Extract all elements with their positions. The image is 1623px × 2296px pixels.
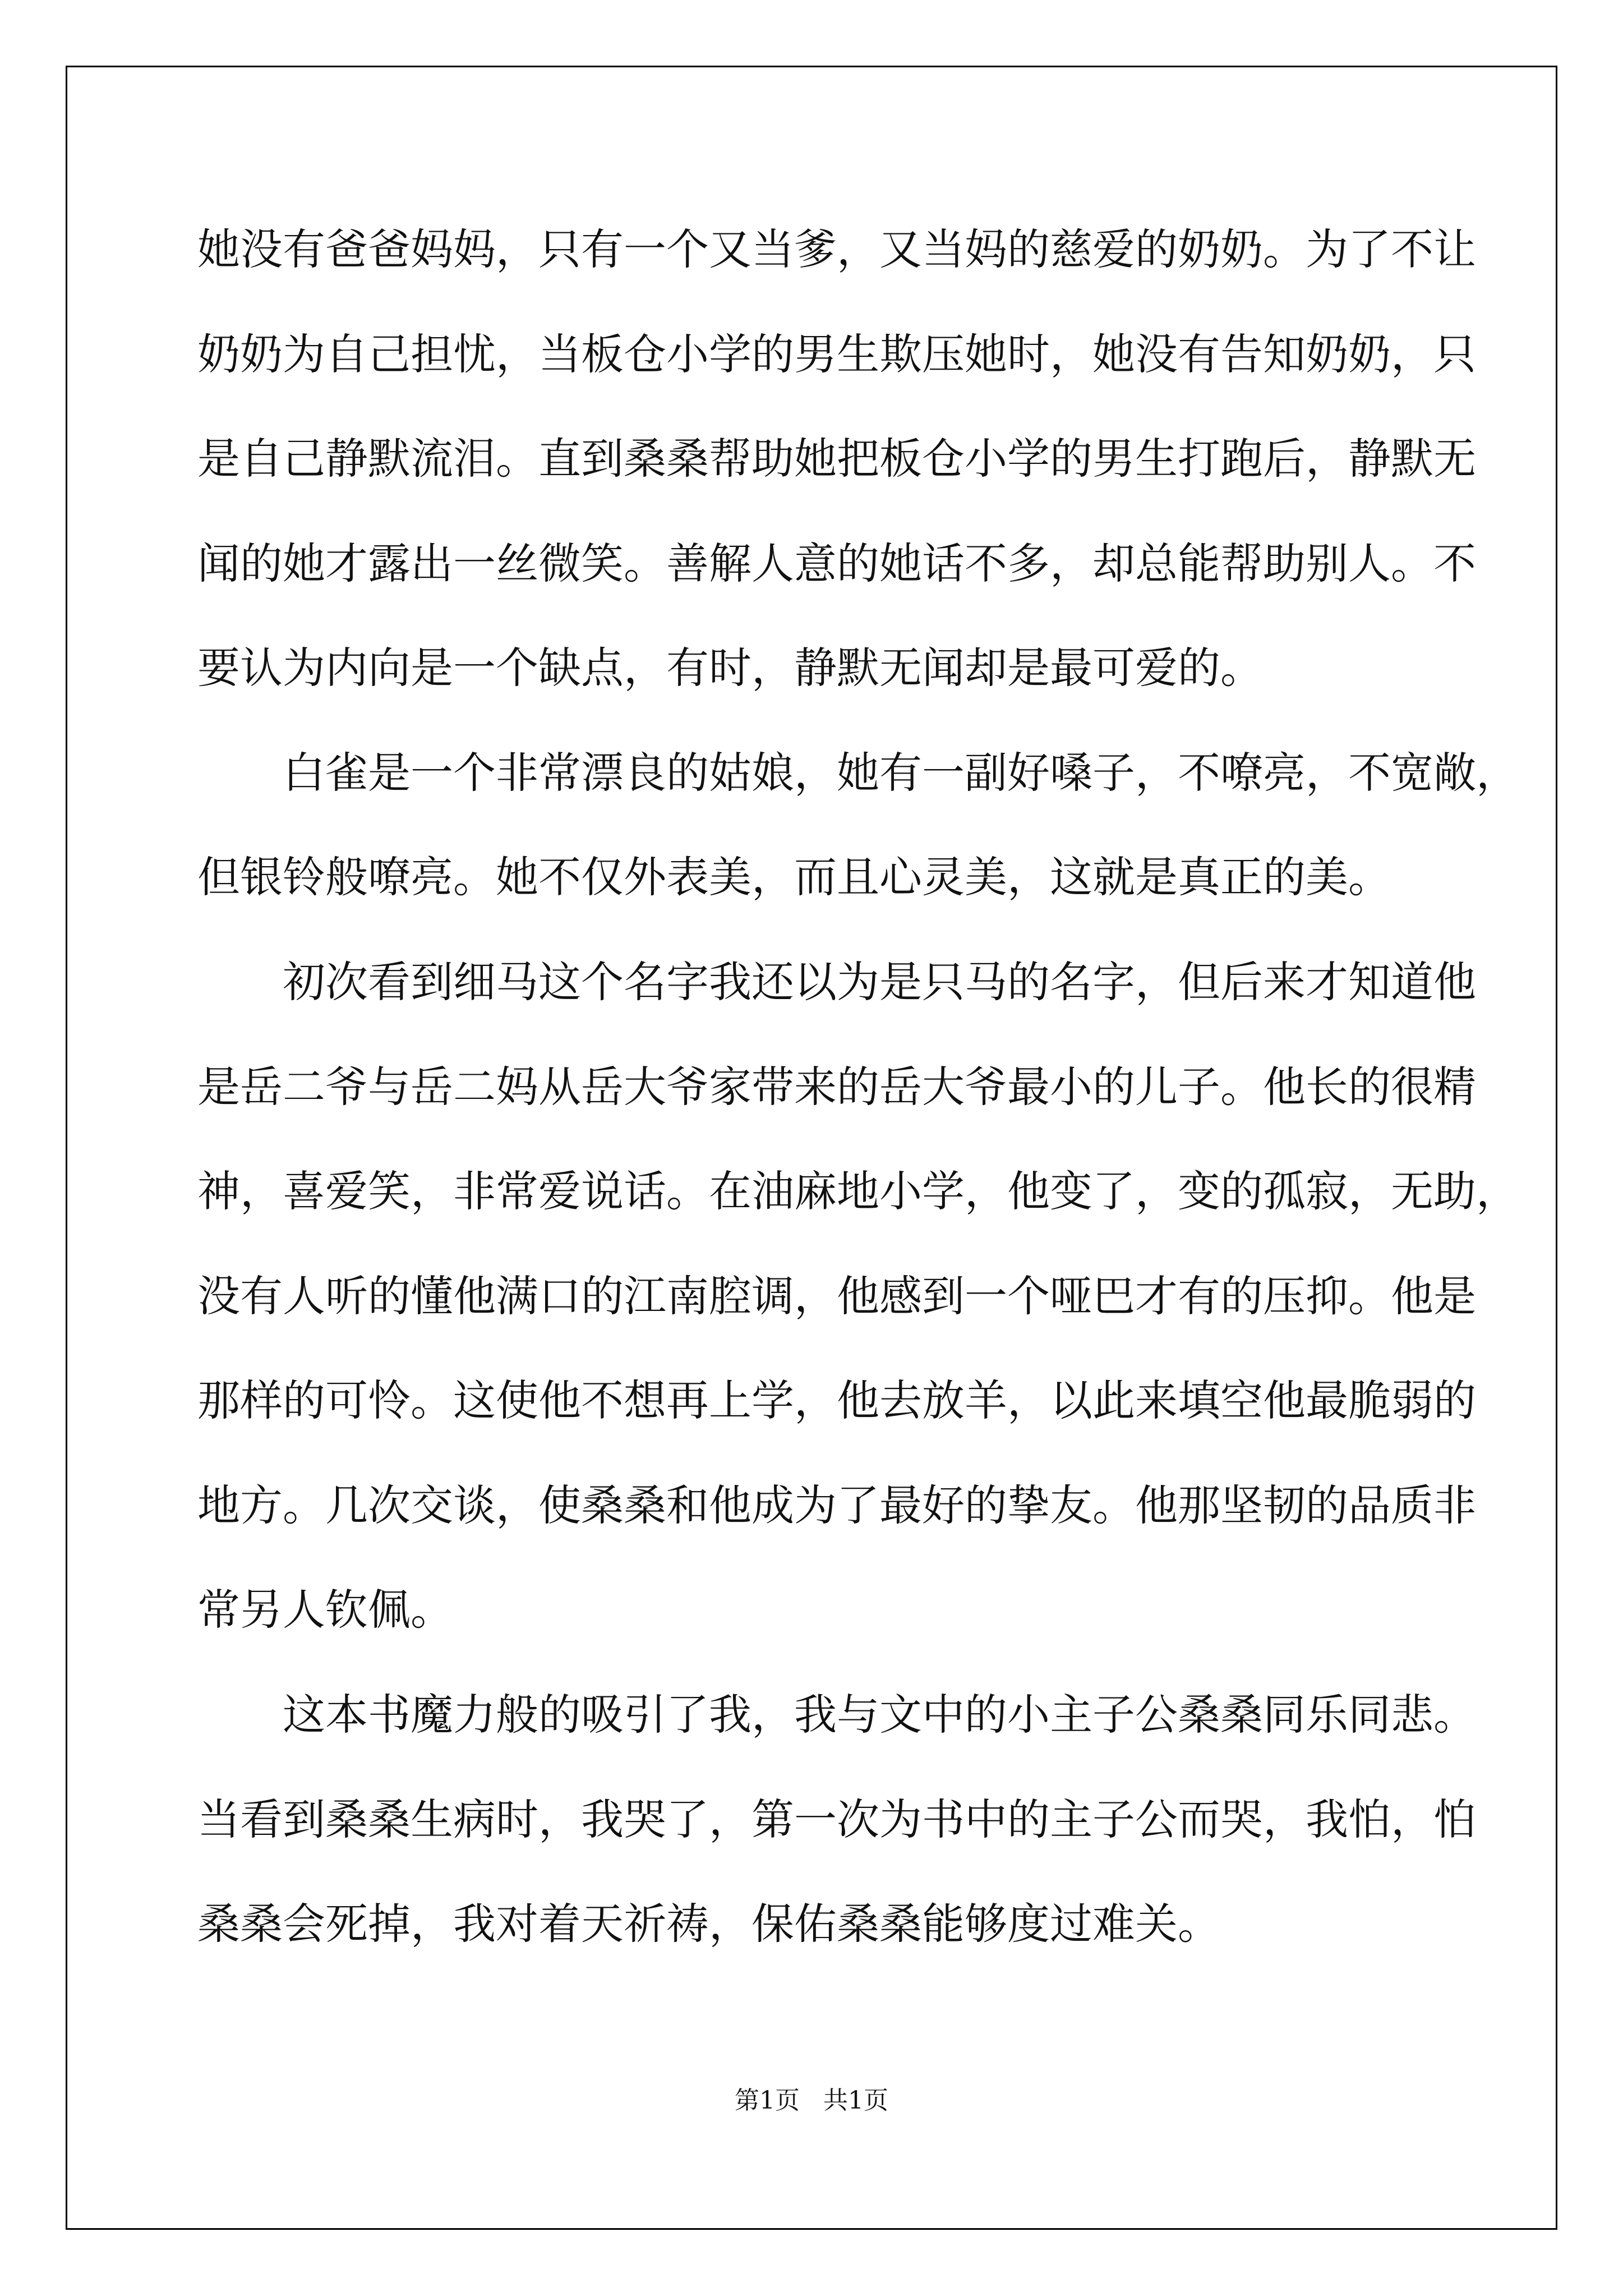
text-line-9: 是岳二爷与岳二妈从岳大爷家带来的岳大爷最小的儿子。他长的很精: [197, 1062, 1476, 1112]
text-line-1: 她没有爸爸妈妈，只有一个又当爹，又当妈的慈爱的奶奶。为了不让: [197, 224, 1476, 274]
text-line-10: 神，喜爱笑，非常爱说话。在油麻地小学，他变了，变的孤寂，无助，: [197, 1166, 1519, 1216]
text-line-15: 这本书魔力般的吸引了我，我与文中的小主子公桑桑同乐同悲。: [283, 1690, 1476, 1740]
text-line-11: 没有人听的懂他满口的江南腔调，他感到一个哑巴才有的压抑。他是: [197, 1271, 1476, 1321]
text-line-16: 当看到桑桑生病时，我哭了，第一次为书中的主子公而哭，我怕，怕: [197, 1795, 1476, 1844]
text-line-13: 地方。几次交谈，使桑桑和他成为了最好的挚友。他那坚韧的品质非: [197, 1480, 1476, 1530]
text-line-6: 白雀是一个非常漂良的姑娘，她有一副好嗓子，不嘹亮，不宽敞，: [283, 748, 1519, 798]
text-line-12: 那样的可怜。这使他不想再上学，他去放羊，以此来填空他最脆弱的: [197, 1375, 1476, 1425]
text-line-17: 桑桑会死掉，我对着天祈祷，保佑桑桑能够度过难关。: [197, 1899, 1220, 1949]
text-line-3: 是自己静默流泪。直到桑桑帮助她把板仓小学的男生打跑后，静默无: [197, 434, 1476, 484]
text-line-7: 但银铃般嘹亮。她不仅外表美，而且心灵美，这就是真正的美。: [197, 852, 1391, 902]
text-line-14: 常另人钦佩。: [197, 1585, 453, 1635]
text-line-4: 闻的她才露出一丝微笑。善解人意的她话不多，却总能帮助别人。不: [197, 539, 1476, 588]
text-line-8: 初次看到细马这个名字我还以为是只马的名字，但后来才知道他: [283, 957, 1476, 1007]
page-footer: 第1页 共1页: [735, 2086, 888, 2115]
text-line-5: 要认为内向是一个缺点，有时，静默无闻却是最可爱的。: [197, 643, 1263, 693]
text-line-2: 奶奶为自己担忧，当板仓小学的男生欺压她时，她没有告知奶奶，只: [197, 329, 1476, 379]
